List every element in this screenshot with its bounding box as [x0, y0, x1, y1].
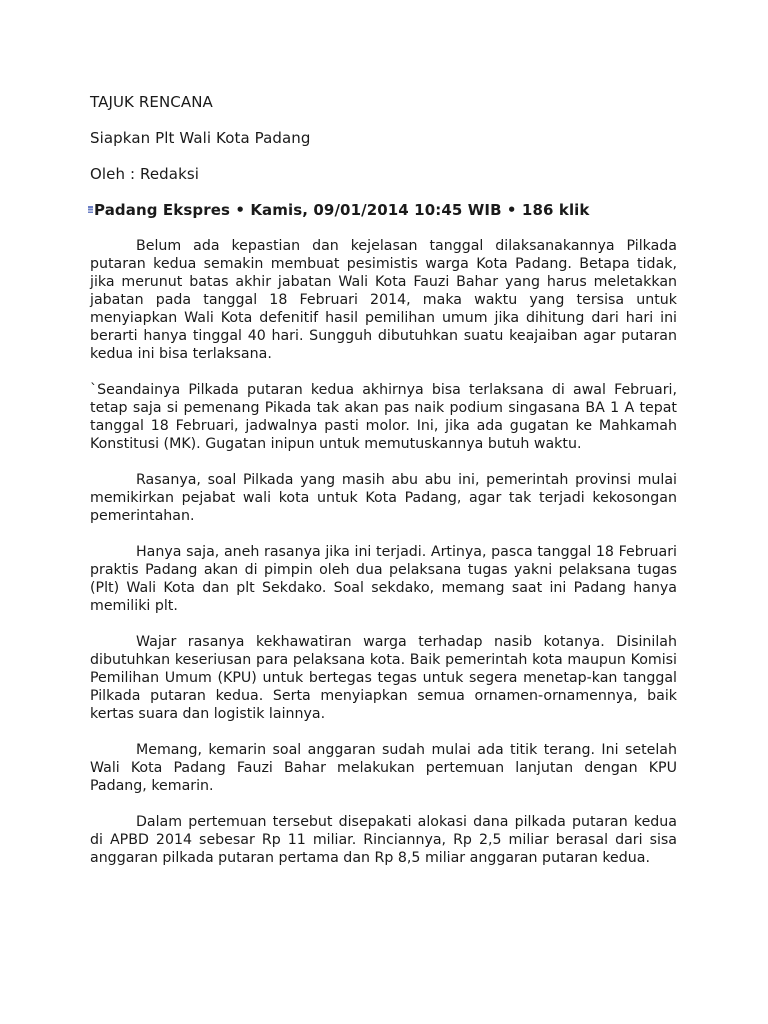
article-body — [90, 237, 677, 885]
article-meta-text: Padang Ekspres • Kamis, 09/01/2014 10:45 WIB • 186 klik — [94, 201, 590, 219]
article-headline: Siapkan Plt Wali Kota Padang — [90, 129, 311, 147]
paragraph-5: Wajar rasanya kekhawatiran warga terhadap nasib kotanya. Disinilah dibutuhkan keseriusan para pelaksana kota. Baik pemerintah kota maupun Komisi Pemilihan Umum (KPU) untuk bertegas tegas untuk segera menetap-kan tanggal Pilkada putaran kedua. Serta menyiapkan semua ornamen-ornamennya, baik kertas suara dan logistik lainnya. — [90, 634, 677, 722]
article-meta — [88, 201, 590, 219]
byline: Oleh : Redaksi — [90, 165, 200, 183]
paragraph-1: Belum ada kepastian dan kejelasan tanggal dilaksanakannya Pilkada putaran kedua semakin membuat pesimistis warga Kota Padang. Betapa tidak, jika merunut batas akhir jabatan Wali Kota Fauzi Bahar yang harus meletakkan jabatan pada tanggal 18 Februari 2014, maka waktu yang tersisa untuk menyiapkan Wali Kota defenitif hasil pemilihan umum jika dihitung dari hari ini berarti hanya tinggal 40 hari. Sungguh dibutuhkan suatu keajaiban agar putaran kedua ini bisa terlaksana. — [90, 238, 677, 362]
paragraph-6: Memang, kemarin soal anggaran sudah mulai ada titik terang. Ini setelah Wali Kota Padang Fauzi Bahar melakukan pertemuan lanjutan dengan KPU Padang, kemarin. — [90, 742, 677, 794]
paragraph-4: Hanya saja, aneh rasanya jika ini terjadi. Artinya, pasca tanggal 18 Februari praktis Padang akan di pimpin oleh dua pelaksana tugas yakni pelaksana tugas (Plt) Wali Kota dan plt Sekdako. Soal sekdako, memang saat ini Padang hanya memiliki plt. — [90, 544, 677, 614]
bullet-icon — [88, 206, 93, 213]
paragraph-7: Dalam pertemuan tersebut disepakati alokasi dana pilkada putaran kedua di APBD 2014 sebesar Rp 11 miliar. Rinciannya, Rp 2,5 miliar berasal dari sisa anggaran pilkada putaran pertama dan Rp 8,5 miliar anggaran putaran kedua. — [90, 814, 677, 866]
paragraph-3: Rasanya, soal Pilkada yang masih abu abu ini, pemerintah provinsi mulai memikirkan pejabat wali kota untuk Kota Padang, agar tak terjadi kekosongan pemerintahan. — [90, 472, 677, 524]
section-label: TAJUK RENCANA — [90, 93, 213, 111]
paragraph-2: `Seandainya Pilkada putaran kedua akhirnya bisa terlaksana di awal Februari, tetap saja si pemenang Pikada tak akan pas naik podium singasana BA 1 A tepat tanggal 18 Februari, jadwalnya pasti molor. Ini, jika ada gugatan ke Mahkamah Konstitusi (MK). Gugatan inipun untuk memutuskannya butuh waktu. — [90, 382, 677, 452]
